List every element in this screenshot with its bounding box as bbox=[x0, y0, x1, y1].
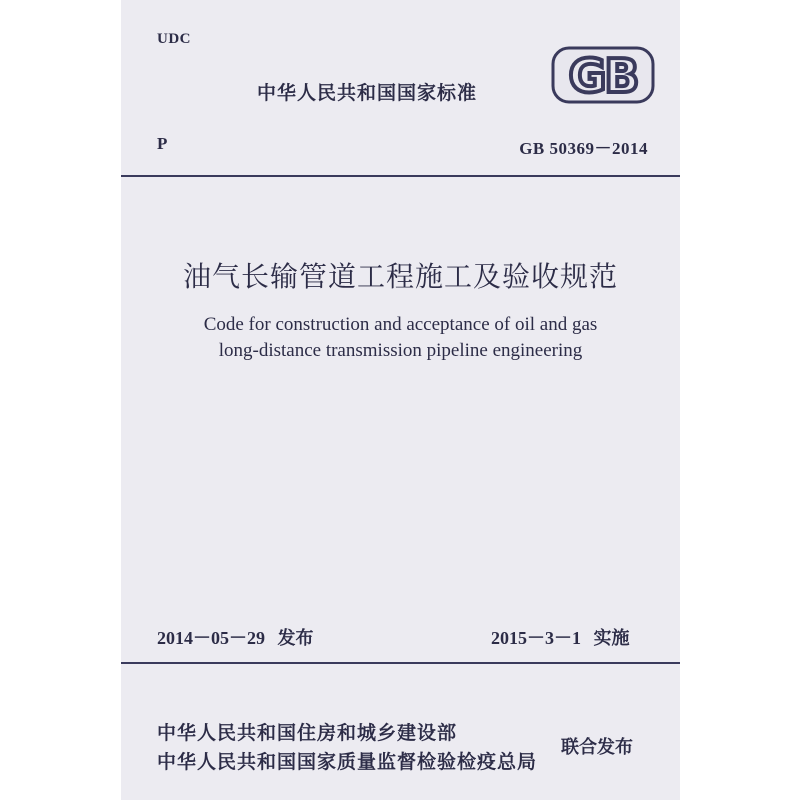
national-standard-label: 中华人民共和国国家标准 bbox=[257, 82, 478, 104]
book-cover bbox=[121, 0, 680, 800]
category-code: P bbox=[157, 134, 168, 153]
issue-date: 2014－05－29 bbox=[157, 628, 265, 648]
implement-date: 2015－3－1 bbox=[491, 628, 581, 648]
title-english-line-1: Code for construction and acceptance of oil and gas bbox=[203, 314, 598, 335]
issuer-ministry-housing: 中华人民共和国住房和城乡建设部 bbox=[157, 722, 458, 744]
issue-label: 发布 bbox=[277, 628, 314, 649]
implement-label: 实施 bbox=[593, 628, 630, 649]
top-divider bbox=[121, 175, 680, 177]
joint-release-label: 联合发布 bbox=[561, 737, 633, 758]
issuer-aqsiq: 中华人民共和国国家质量监督检验检疫总局 bbox=[157, 751, 538, 773]
bottom-divider bbox=[121, 662, 680, 664]
gb-logo bbox=[551, 46, 655, 109]
title-english-line-2: long-distance transmission pipeline engineering bbox=[218, 340, 583, 361]
implement-date-block bbox=[491, 624, 630, 650]
standard-number: GB 50369－2014 bbox=[519, 139, 648, 158]
title-chinese: 油气长输管道工程施工及验收规范 bbox=[182, 260, 618, 293]
issue-date-block bbox=[157, 624, 314, 650]
svg-text:GB: GB bbox=[568, 49, 638, 103]
udc-label: UDC bbox=[157, 31, 191, 47]
